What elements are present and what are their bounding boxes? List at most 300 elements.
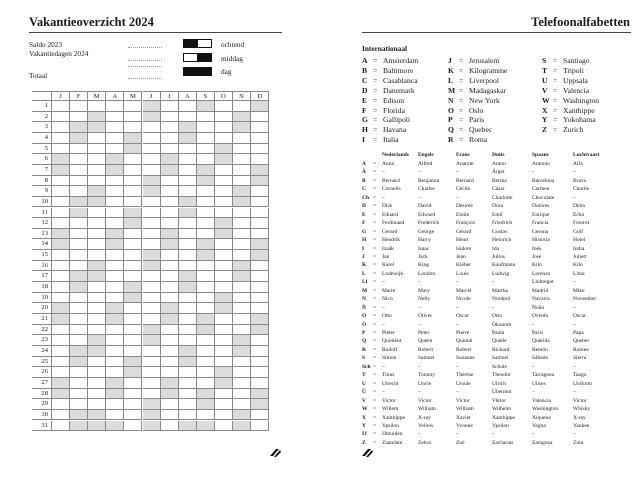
- calendar-day-cell[interactable]: [179, 335, 197, 346]
- calendar-day-cell[interactable]: [106, 293, 124, 304]
- calendar-day-cell[interactable]: [161, 218, 179, 229]
- calendar-day-cell[interactable]: [70, 197, 88, 208]
- calendar-day-cell[interactable]: [251, 154, 269, 165]
- calendar-day-cell[interactable]: [143, 261, 161, 272]
- calendar-day-cell[interactable]: [251, 165, 269, 176]
- calendar-day-cell[interactable]: [179, 154, 197, 165]
- calendar-day-cell[interactable]: [233, 154, 251, 165]
- calendar-day-cell[interactable]: [124, 335, 142, 346]
- calendar-day-cell[interactable]: [143, 122, 161, 133]
- calendar-day-cell[interactable]: [143, 112, 161, 123]
- calendar-day-cell[interactable]: [215, 101, 233, 112]
- calendar-day-cell[interactable]: [70, 250, 88, 261]
- calendar-day-cell[interactable]: [52, 218, 70, 229]
- calendar-day-cell[interactable]: [215, 303, 233, 314]
- calendar-day-cell[interactable]: [233, 325, 251, 336]
- summary-line[interactable]: [128, 78, 162, 79]
- calendar-day-cell[interactable]: [161, 133, 179, 144]
- calendar-day-cell[interactable]: [215, 389, 233, 400]
- calendar-day-cell[interactable]: [233, 271, 251, 282]
- calendar-day-cell[interactable]: [197, 250, 215, 261]
- calendar-day-cell[interactable]: [52, 197, 70, 208]
- calendar-day-cell[interactable]: [143, 389, 161, 400]
- calendar-day-cell[interactable]: [143, 250, 161, 261]
- calendar-day-cell[interactable]: [251, 314, 269, 325]
- calendar-day-cell[interactable]: [52, 335, 70, 346]
- calendar-day-cell[interactable]: [215, 186, 233, 197]
- calendar-day-cell[interactable]: [179, 421, 197, 432]
- calendar-day-cell[interactable]: [88, 144, 106, 155]
- calendar-day-cell[interactable]: [251, 122, 269, 133]
- calendar-day-cell[interactable]: [251, 271, 269, 282]
- calendar-day-cell[interactable]: [179, 165, 197, 176]
- calendar-day-cell[interactable]: [124, 421, 142, 432]
- calendar-day-cell[interactable]: [251, 208, 269, 219]
- calendar-day-cell[interactable]: [197, 165, 215, 176]
- calendar-day-cell[interactable]: [106, 357, 124, 368]
- calendar-day-cell[interactable]: [70, 389, 88, 400]
- calendar-day-cell[interactable]: [215, 197, 233, 208]
- calendar-day-cell[interactable]: [197, 357, 215, 368]
- calendar-day-cell[interactable]: [215, 271, 233, 282]
- calendar-day-cell[interactable]: [215, 261, 233, 272]
- calendar-day-cell[interactable]: [88, 186, 106, 197]
- calendar-day-cell[interactable]: [233, 250, 251, 261]
- calendar-day-cell[interactable]: [143, 197, 161, 208]
- calendar-day-cell[interactable]: [106, 208, 124, 219]
- calendar-day-cell[interactable]: [233, 346, 251, 357]
- calendar-day-cell[interactable]: [161, 261, 179, 272]
- calendar-day-cell[interactable]: [88, 218, 106, 229]
- calendar-day-cell[interactable]: [251, 239, 269, 250]
- calendar-day-cell[interactable]: [52, 389, 70, 400]
- calendar-day-cell[interactable]: [124, 186, 142, 197]
- calendar-day-cell[interactable]: [88, 122, 106, 133]
- calendar-day-cell[interactable]: [251, 335, 269, 346]
- calendar-day-cell[interactable]: [197, 186, 215, 197]
- calendar-day-cell[interactable]: [161, 303, 179, 314]
- calendar-day-cell[interactable]: [233, 303, 251, 314]
- calendar-day-cell[interactable]: [179, 112, 197, 123]
- calendar-day-cell[interactable]: [124, 229, 142, 240]
- calendar-day-cell[interactable]: [124, 154, 142, 165]
- calendar-day-cell[interactable]: [233, 314, 251, 325]
- calendar-day-cell[interactable]: [88, 367, 106, 378]
- calendar-day-cell[interactable]: [161, 357, 179, 368]
- calendar-day-cell[interactable]: [215, 133, 233, 144]
- calendar-day-cell[interactable]: [161, 271, 179, 282]
- calendar-day-cell[interactable]: [88, 325, 106, 336]
- calendar-day-cell[interactable]: [52, 303, 70, 314]
- calendar-day-cell[interactable]: [70, 378, 88, 389]
- calendar-day-cell[interactable]: [215, 239, 233, 250]
- calendar-day-cell[interactable]: [70, 208, 88, 219]
- calendar-day-cell[interactable]: [161, 293, 179, 304]
- calendar-day-cell[interactable]: [106, 112, 124, 123]
- calendar-day-cell[interactable]: [143, 293, 161, 304]
- calendar-day-cell[interactable]: [215, 293, 233, 304]
- calendar-day-cell[interactable]: [233, 133, 251, 144]
- calendar-day-cell[interactable]: [143, 282, 161, 293]
- calendar-day-cell[interactable]: [106, 367, 124, 378]
- calendar-day-cell[interactable]: [88, 229, 106, 240]
- calendar-day-cell[interactable]: [197, 421, 215, 432]
- calendar-day-cell[interactable]: [161, 122, 179, 133]
- calendar-day-cell[interactable]: [70, 186, 88, 197]
- calendar-day-cell[interactable]: [233, 399, 251, 410]
- calendar-day-cell[interactable]: [143, 218, 161, 229]
- calendar-day-cell[interactable]: [124, 293, 142, 304]
- calendar-day-cell[interactable]: [143, 421, 161, 432]
- calendar-day-cell[interactable]: [251, 389, 269, 400]
- calendar-day-cell[interactable]: [251, 303, 269, 314]
- calendar-day-cell[interactable]: [52, 186, 70, 197]
- calendar-day-cell[interactable]: [215, 325, 233, 336]
- calendar-day-cell[interactable]: [52, 250, 70, 261]
- calendar-day-cell[interactable]: [179, 378, 197, 389]
- calendar-day-cell[interactable]: [106, 303, 124, 314]
- calendar-day-cell[interactable]: [161, 399, 179, 410]
- calendar-day-cell[interactable]: [215, 112, 233, 123]
- calendar-day-cell[interactable]: [251, 282, 269, 293]
- calendar-day-cell[interactable]: [52, 282, 70, 293]
- calendar-day-cell[interactable]: [70, 218, 88, 229]
- calendar-day-cell[interactable]: [88, 421, 106, 432]
- calendar-day-cell[interactable]: [215, 367, 233, 378]
- calendar-day-cell[interactable]: [161, 197, 179, 208]
- calendar-day-cell[interactable]: [251, 378, 269, 389]
- calendar-day-cell[interactable]: [179, 176, 197, 187]
- calendar-day-cell[interactable]: [106, 133, 124, 144]
- calendar-day-cell[interactable]: [233, 335, 251, 346]
- calendar-day-cell[interactable]: [179, 271, 197, 282]
- calendar-day-cell[interactable]: [161, 410, 179, 421]
- calendar-day-cell[interactable]: [179, 399, 197, 410]
- calendar-day-cell[interactable]: [124, 303, 142, 314]
- calendar-day-cell[interactable]: [179, 357, 197, 368]
- calendar-day-cell[interactable]: [124, 101, 142, 112]
- calendar-day-cell[interactable]: [197, 325, 215, 336]
- calendar-day-cell[interactable]: [161, 208, 179, 219]
- calendar-day-cell[interactable]: [106, 101, 124, 112]
- calendar-day-cell[interactable]: [143, 133, 161, 144]
- calendar-day-cell[interactable]: [52, 239, 70, 250]
- calendar-day-cell[interactable]: [88, 197, 106, 208]
- calendar-day-cell[interactable]: [106, 389, 124, 400]
- calendar-day-cell[interactable]: [197, 197, 215, 208]
- calendar-day-cell[interactable]: [251, 346, 269, 357]
- calendar-day-cell[interactable]: [143, 239, 161, 250]
- calendar-day-cell[interactable]: [106, 346, 124, 357]
- calendar-day-cell[interactable]: [143, 346, 161, 357]
- calendar-day-cell[interactable]: [143, 303, 161, 314]
- calendar-day-cell[interactable]: [179, 229, 197, 240]
- calendar-day-cell[interactable]: [143, 229, 161, 240]
- calendar-day-cell[interactable]: [197, 367, 215, 378]
- calendar-day-cell[interactable]: [143, 410, 161, 421]
- calendar-day-cell[interactable]: [88, 112, 106, 123]
- calendar-day-cell[interactable]: [161, 165, 179, 176]
- calendar-day-cell[interactable]: [197, 154, 215, 165]
- calendar-day-cell[interactable]: [70, 421, 88, 432]
- calendar-day-cell[interactable]: [179, 282, 197, 293]
- calendar-day-cell[interactable]: [161, 176, 179, 187]
- calendar-day-cell[interactable]: [179, 325, 197, 336]
- calendar-day-cell[interactable]: [251, 176, 269, 187]
- calendar-day-cell[interactable]: [106, 399, 124, 410]
- calendar-day-cell[interactable]: [70, 112, 88, 123]
- calendar-day-cell[interactable]: [251, 133, 269, 144]
- calendar-day-cell[interactable]: [143, 314, 161, 325]
- calendar-day-cell[interactable]: [197, 389, 215, 400]
- calendar-day-cell[interactable]: [88, 399, 106, 410]
- calendar-day-cell[interactable]: [88, 239, 106, 250]
- calendar-day-cell[interactable]: [70, 101, 88, 112]
- calendar-day-cell[interactable]: [124, 133, 142, 144]
- calendar-day-cell[interactable]: [161, 378, 179, 389]
- calendar-day-cell[interactable]: [215, 165, 233, 176]
- calendar-day-cell[interactable]: [143, 186, 161, 197]
- calendar-day-cell[interactable]: [197, 218, 215, 229]
- calendar-day-cell[interactable]: [124, 357, 142, 368]
- summary-line[interactable]: [128, 47, 162, 48]
- calendar-day-cell[interactable]: [52, 293, 70, 304]
- calendar-day-cell[interactable]: [70, 399, 88, 410]
- calendar-day-cell[interactable]: [251, 250, 269, 261]
- calendar-day-cell[interactable]: [106, 186, 124, 197]
- calendar-day-cell[interactable]: [88, 389, 106, 400]
- calendar-day-cell[interactable]: [197, 346, 215, 357]
- calendar-day-cell[interactable]: [179, 250, 197, 261]
- calendar-day-cell[interactable]: [52, 165, 70, 176]
- calendar-day-cell[interactable]: [215, 410, 233, 421]
- calendar-day-cell[interactable]: [70, 410, 88, 421]
- calendar-day-cell[interactable]: [233, 389, 251, 400]
- calendar-day-cell[interactable]: [197, 271, 215, 282]
- calendar-day-cell[interactable]: [251, 293, 269, 304]
- calendar-day-cell[interactable]: [161, 325, 179, 336]
- calendar-day-cell[interactable]: [251, 261, 269, 272]
- calendar-day-cell[interactable]: [106, 271, 124, 282]
- calendar-day-cell[interactable]: [233, 378, 251, 389]
- calendar-day-cell[interactable]: [197, 261, 215, 272]
- calendar-day-cell[interactable]: [70, 325, 88, 336]
- calendar-day-cell[interactable]: [233, 197, 251, 208]
- calendar-day-cell[interactable]: [70, 314, 88, 325]
- calendar-day-cell[interactable]: [88, 346, 106, 357]
- calendar-day-cell[interactable]: [106, 335, 124, 346]
- calendar-day-cell[interactable]: [124, 271, 142, 282]
- calendar-day-cell[interactable]: [215, 144, 233, 155]
- calendar-day-cell[interactable]: [251, 144, 269, 155]
- calendar-day-cell[interactable]: [88, 293, 106, 304]
- calendar-day-cell[interactable]: [143, 271, 161, 282]
- calendar-day-cell[interactable]: [233, 101, 251, 112]
- calendar-day-cell[interactable]: [161, 239, 179, 250]
- calendar-day-cell[interactable]: [52, 133, 70, 144]
- calendar-day-cell[interactable]: [124, 197, 142, 208]
- calendar-day-cell[interactable]: [106, 165, 124, 176]
- calendar-day-cell[interactable]: [52, 346, 70, 357]
- calendar-day-cell[interactable]: [161, 186, 179, 197]
- calendar-day-cell[interactable]: [233, 208, 251, 219]
- calendar-day-cell[interactable]: [52, 229, 70, 240]
- calendar-day-cell[interactable]: [70, 367, 88, 378]
- calendar-day-cell[interactable]: [143, 154, 161, 165]
- calendar-day-cell[interactable]: [143, 399, 161, 410]
- calendar-day-cell[interactable]: [88, 357, 106, 368]
- calendar-day-cell[interactable]: [251, 421, 269, 432]
- calendar-day-cell[interactable]: [106, 378, 124, 389]
- calendar-day-cell[interactable]: [88, 282, 106, 293]
- calendar-day-cell[interactable]: [106, 144, 124, 155]
- calendar-day-cell[interactable]: [251, 325, 269, 336]
- calendar-day-cell[interactable]: [70, 293, 88, 304]
- calendar-day-cell[interactable]: [161, 421, 179, 432]
- calendar-day-cell[interactable]: [179, 133, 197, 144]
- calendar-day-cell[interactable]: [52, 144, 70, 155]
- calendar-day-cell[interactable]: [161, 389, 179, 400]
- calendar-day-cell[interactable]: [179, 410, 197, 421]
- calendar-day-cell[interactable]: [233, 293, 251, 304]
- calendar-day-cell[interactable]: [70, 346, 88, 357]
- calendar-day-cell[interactable]: [124, 282, 142, 293]
- calendar-day-cell[interactable]: [179, 293, 197, 304]
- calendar-day-cell[interactable]: [70, 154, 88, 165]
- calendar-day-cell[interactable]: [215, 154, 233, 165]
- calendar-day-cell[interactable]: [233, 218, 251, 229]
- calendar-day-cell[interactable]: [106, 410, 124, 421]
- calendar-day-cell[interactable]: [124, 346, 142, 357]
- calendar-day-cell[interactable]: [233, 282, 251, 293]
- calendar-day-cell[interactable]: [197, 303, 215, 314]
- calendar-day-cell[interactable]: [70, 176, 88, 187]
- calendar-day-cell[interactable]: [179, 186, 197, 197]
- calendar-day-cell[interactable]: [88, 250, 106, 261]
- calendar-day-cell[interactable]: [88, 176, 106, 187]
- calendar-day-cell[interactable]: [161, 314, 179, 325]
- calendar-day-cell[interactable]: [88, 410, 106, 421]
- calendar-day-cell[interactable]: [70, 165, 88, 176]
- calendar-day-cell[interactable]: [215, 122, 233, 133]
- calendar-day-cell[interactable]: [179, 218, 197, 229]
- calendar-day-cell[interactable]: [124, 261, 142, 272]
- calendar-day-cell[interactable]: [143, 144, 161, 155]
- calendar-day-cell[interactable]: [70, 357, 88, 368]
- calendar-day-cell[interactable]: [215, 346, 233, 357]
- calendar-day-cell[interactable]: [52, 271, 70, 282]
- calendar-day-cell[interactable]: [106, 421, 124, 432]
- calendar-day-cell[interactable]: [197, 239, 215, 250]
- calendar-day-cell[interactable]: [70, 133, 88, 144]
- calendar-day-cell[interactable]: [233, 410, 251, 421]
- calendar-day-cell[interactable]: [143, 378, 161, 389]
- calendar-day-cell[interactable]: [215, 421, 233, 432]
- calendar-day-cell[interactable]: [143, 335, 161, 346]
- calendar-day-cell[interactable]: [52, 208, 70, 219]
- calendar-day-cell[interactable]: [251, 410, 269, 421]
- calendar-day-cell[interactable]: [52, 399, 70, 410]
- calendar-day-cell[interactable]: [233, 229, 251, 240]
- calendar-day-cell[interactable]: [179, 101, 197, 112]
- calendar-day-cell[interactable]: [106, 325, 124, 336]
- calendar-day-cell[interactable]: [124, 218, 142, 229]
- calendar-day-cell[interactable]: [106, 176, 124, 187]
- calendar-day-cell[interactable]: [88, 314, 106, 325]
- calendar-day-cell[interactable]: [197, 112, 215, 123]
- calendar-day-cell[interactable]: [215, 208, 233, 219]
- calendar-day-cell[interactable]: [52, 421, 70, 432]
- calendar-day-cell[interactable]: [251, 357, 269, 368]
- calendar-day-cell[interactable]: [52, 101, 70, 112]
- calendar-day-cell[interactable]: [143, 176, 161, 187]
- calendar-day-cell[interactable]: [233, 367, 251, 378]
- calendar-day-cell[interactable]: [215, 176, 233, 187]
- calendar-day-cell[interactable]: [233, 122, 251, 133]
- summary-line[interactable]: [128, 60, 162, 61]
- calendar-day-cell[interactable]: [106, 154, 124, 165]
- calendar-day-cell[interactable]: [143, 325, 161, 336]
- calendar-day-cell[interactable]: [70, 239, 88, 250]
- calendar-day-cell[interactable]: [124, 165, 142, 176]
- calendar-day-cell[interactable]: [52, 410, 70, 421]
- calendar-day-cell[interactable]: [251, 186, 269, 197]
- calendar-day-cell[interactable]: [106, 282, 124, 293]
- calendar-day-cell[interactable]: [197, 122, 215, 133]
- calendar-day-cell[interactable]: [161, 154, 179, 165]
- calendar-day-cell[interactable]: [52, 357, 70, 368]
- calendar-day-cell[interactable]: [88, 154, 106, 165]
- calendar-day-cell[interactable]: [179, 389, 197, 400]
- calendar-day-cell[interactable]: [215, 282, 233, 293]
- calendar-day-cell[interactable]: [179, 239, 197, 250]
- calendar-day-cell[interactable]: [124, 399, 142, 410]
- calendar-day-cell[interactable]: [124, 208, 142, 219]
- calendar-day-cell[interactable]: [124, 367, 142, 378]
- calendar-day-cell[interactable]: [179, 144, 197, 155]
- calendar-day-cell[interactable]: [179, 314, 197, 325]
- calendar-day-cell[interactable]: [124, 325, 142, 336]
- calendar-day-cell[interactable]: [143, 208, 161, 219]
- calendar-day-cell[interactable]: [233, 176, 251, 187]
- calendar-day-cell[interactable]: [215, 357, 233, 368]
- calendar-day-cell[interactable]: [251, 197, 269, 208]
- calendar-day-cell[interactable]: [161, 112, 179, 123]
- calendar-day-cell[interactable]: [106, 218, 124, 229]
- calendar-day-cell[interactable]: [251, 218, 269, 229]
- calendar-day-cell[interactable]: [88, 208, 106, 219]
- calendar-day-cell[interactable]: [233, 144, 251, 155]
- calendar-day-cell[interactable]: [88, 261, 106, 272]
- calendar-day-cell[interactable]: [197, 282, 215, 293]
- calendar-day-cell[interactable]: [233, 186, 251, 197]
- calendar-day-cell[interactable]: [70, 144, 88, 155]
- calendar-day-cell[interactable]: [251, 101, 269, 112]
- calendar-day-cell[interactable]: [179, 261, 197, 272]
- calendar-day-cell[interactable]: [106, 197, 124, 208]
- calendar-day-cell[interactable]: [106, 239, 124, 250]
- calendar-day-cell[interactable]: [197, 101, 215, 112]
- calendar-day-cell[interactable]: [215, 218, 233, 229]
- calendar-day-cell[interactable]: [52, 154, 70, 165]
- calendar-day-cell[interactable]: [124, 112, 142, 123]
- calendar-day-cell[interactable]: [70, 122, 88, 133]
- calendar-day-cell[interactable]: [215, 229, 233, 240]
- calendar-day-cell[interactable]: [70, 282, 88, 293]
- calendar-day-cell[interactable]: [88, 101, 106, 112]
- calendar-day-cell[interactable]: [143, 367, 161, 378]
- calendar-day-cell[interactable]: [233, 165, 251, 176]
